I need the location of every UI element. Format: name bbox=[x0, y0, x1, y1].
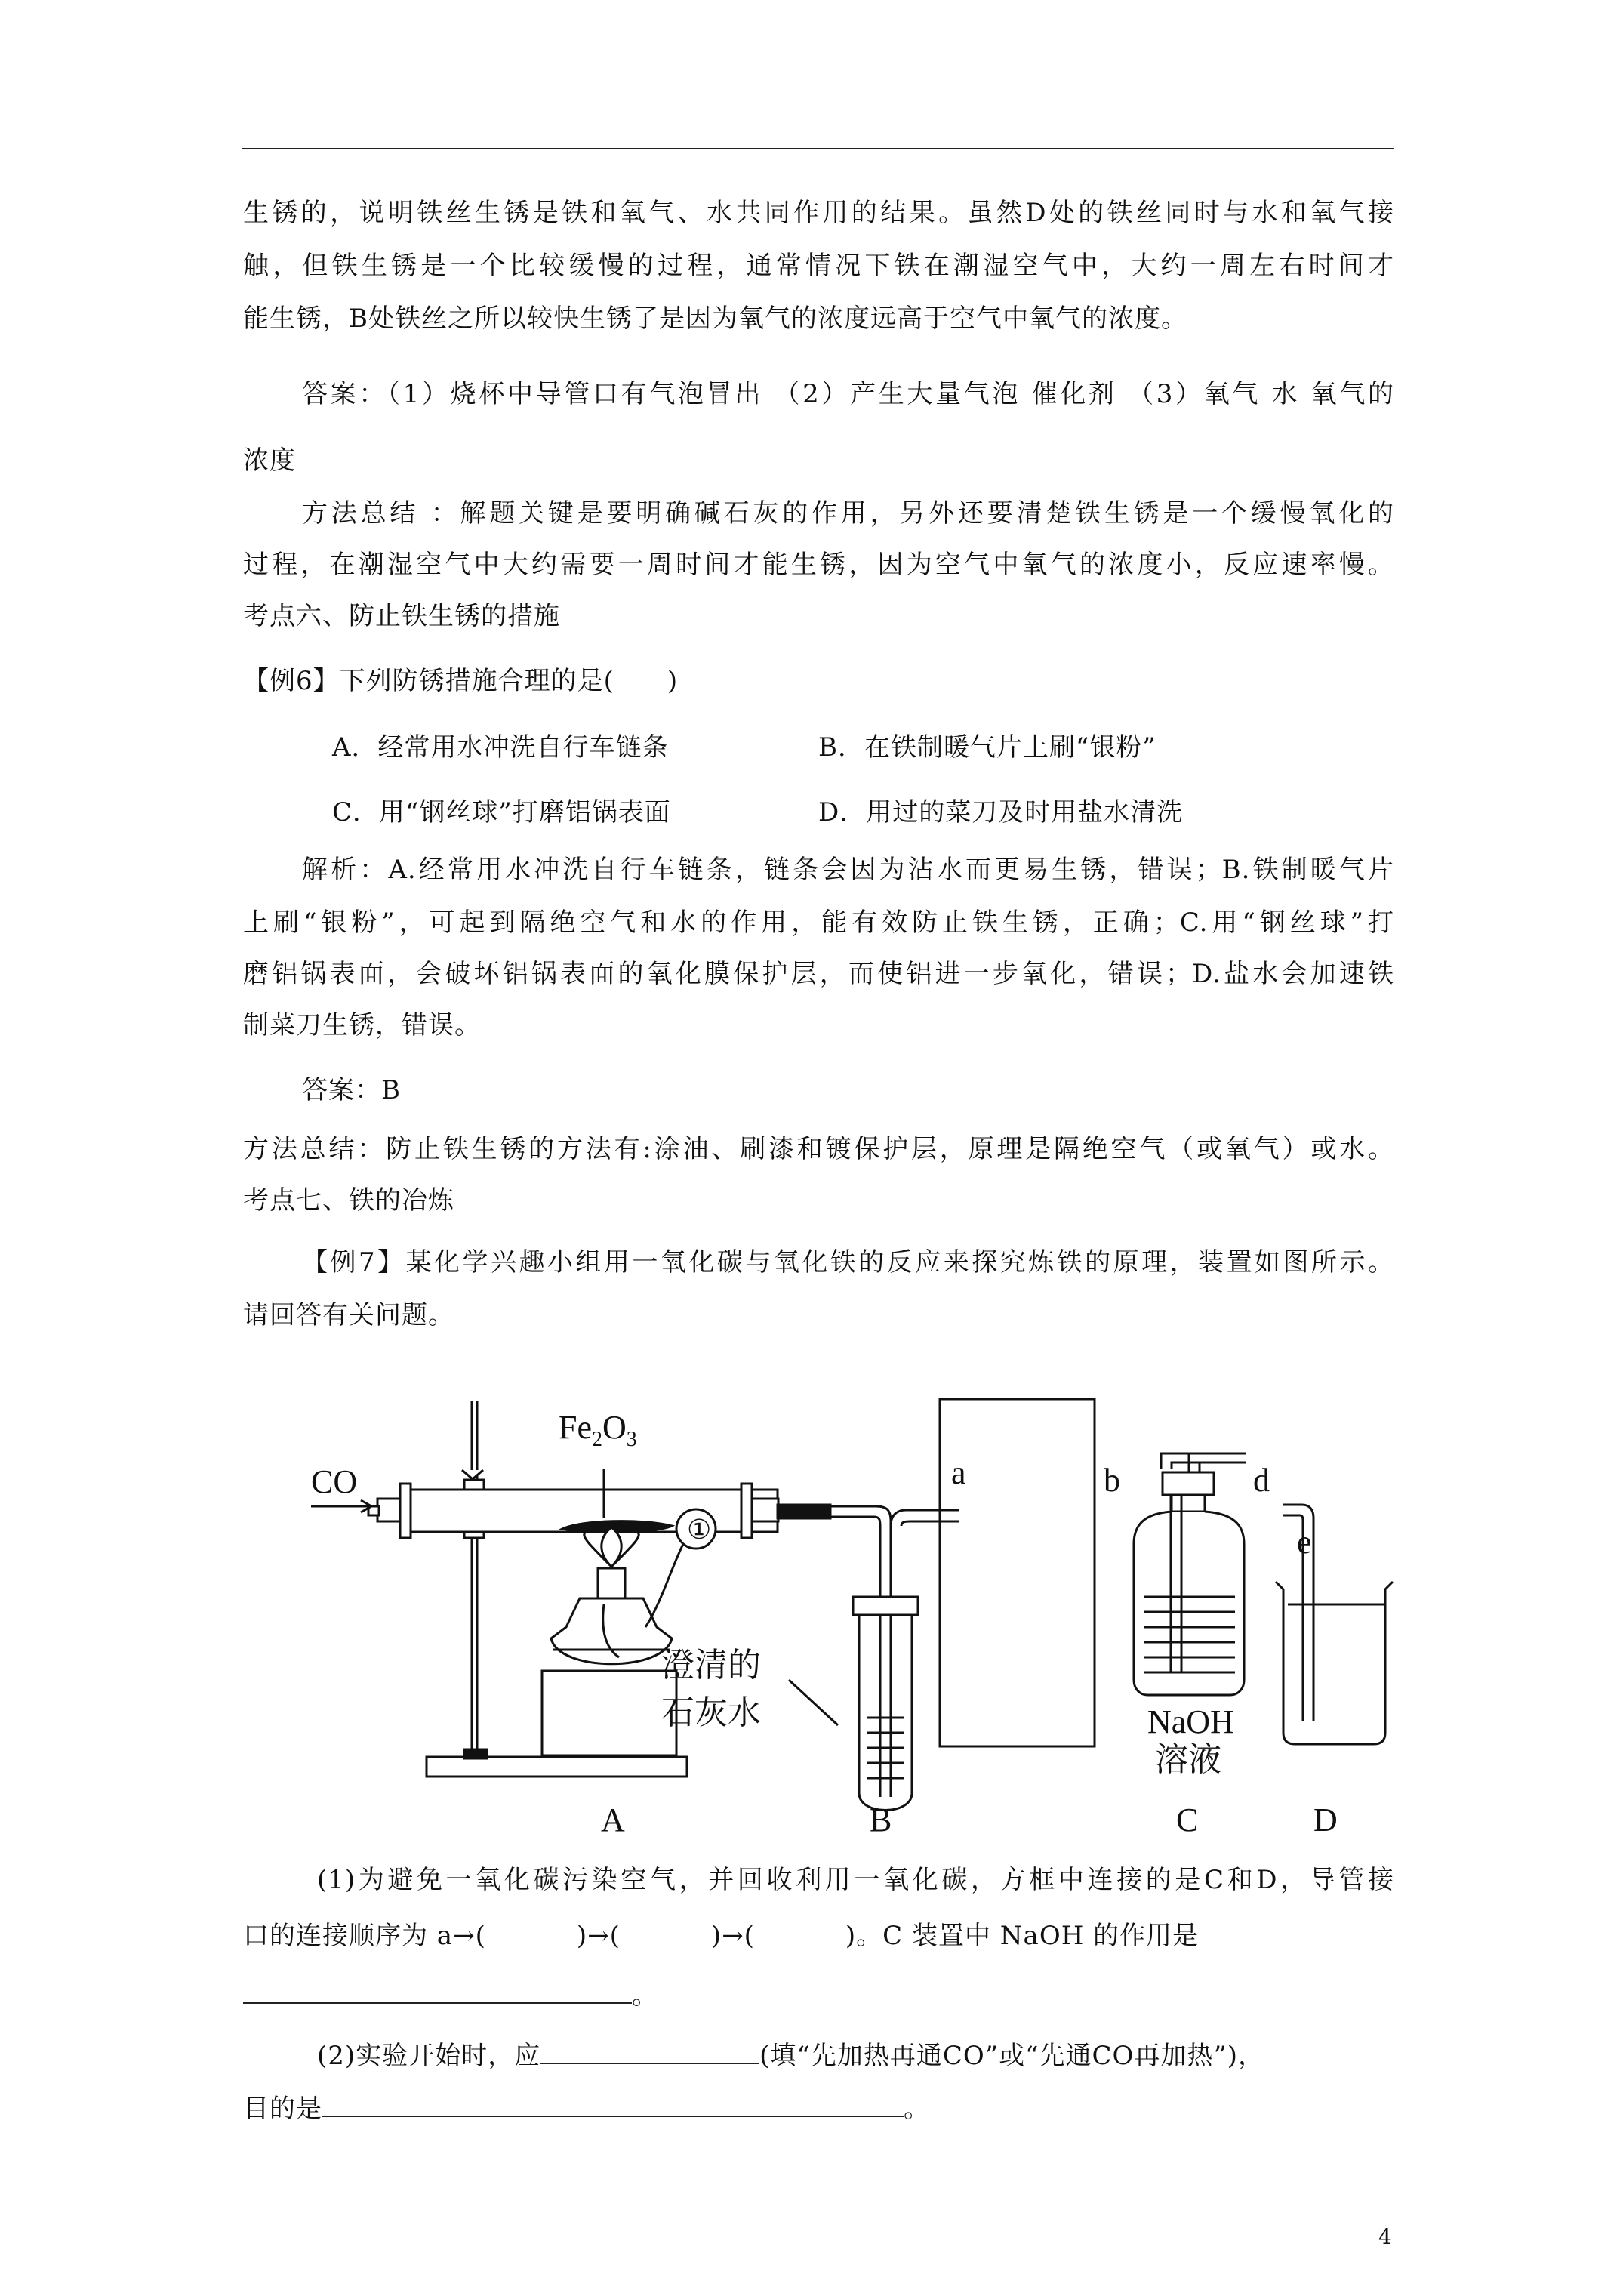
apparatus-c-label: C bbox=[1176, 1801, 1199, 1838]
tube-stopper-right bbox=[752, 1499, 778, 1521]
port-b-label: b bbox=[1104, 1462, 1120, 1499]
text-line: 触，但铁生锈是一个比较缓慢的过程，通常情况下铁在潮湿空气中，大约一周左右时间才 bbox=[243, 251, 1394, 281]
question-1-line: 。 bbox=[243, 1978, 658, 2011]
option-b: B．在铁制暖气片上刷“银粉” bbox=[818, 732, 1156, 763]
example-question: 【例6】下列防锈措施合理的是( ) bbox=[243, 666, 679, 696]
option-d: D．用过的菜刀及时用盐水清洗 bbox=[818, 797, 1184, 827]
text-line: 能生锈，B处铁丝之所以较快生锈了是因为氧气的浓度远高于空气中氧气的浓度。 bbox=[243, 304, 1187, 334]
stand-base bbox=[427, 1757, 687, 1777]
apparatus-d-label: D bbox=[1313, 1801, 1338, 1838]
option-a: A．经常用水冲洗自行车链条 bbox=[332, 732, 669, 763]
alcohol-lamp-wick bbox=[598, 1568, 625, 1598]
alcohol-lamp bbox=[551, 1598, 672, 1664]
answer-line: 答案：B bbox=[302, 1075, 401, 1105]
answer-line: 浓度 bbox=[243, 445, 296, 476]
answer-blank[interactable] bbox=[540, 2039, 759, 2064]
analysis-line: 解析：A.经常用水冲洗自行车链条，链条会因为沾水而更易生锈，错误；B.铁制暖气片 bbox=[302, 855, 1394, 885]
rubber-tube bbox=[778, 1505, 830, 1518]
answer-blank[interactable] bbox=[243, 1978, 632, 2004]
beaker bbox=[1276, 1582, 1393, 1744]
bottle-stopper bbox=[1163, 1472, 1214, 1495]
analysis-line: 制菜刀生锈，错误。 bbox=[243, 1010, 481, 1040]
apparatus-diagram bbox=[302, 1378, 1397, 1842]
clamp bbox=[462, 1470, 483, 1479]
port-a-label: a bbox=[951, 1454, 966, 1491]
question-2-line: 目的是 。 bbox=[243, 2091, 930, 2124]
port-e-label: e bbox=[1297, 1524, 1312, 1561]
method-summary-line: 方法总结：防止铁生锈的方法有:涂油、刷漆和镀保护层，原理是隔绝空气（或氧气）或水。 bbox=[243, 1134, 1394, 1164]
naoh-label-2: 溶液 bbox=[1155, 1741, 1221, 1778]
text-line: 生锈的，说明铁丝生锈是铁和氧气、水共同作用的结果。虽然D处的铁丝同时与水和氧气接 bbox=[243, 198, 1394, 228]
option-c: C．用“钢丝球”打磨铝锅表面 bbox=[332, 797, 671, 827]
analysis-line: 上刷“银粉”，可起到隔绝空气和水的作用，能有效防止铁生锈，正确；C.用“钢丝球”打 bbox=[243, 908, 1394, 938]
naoh-label-1: NaOH bbox=[1147, 1703, 1234, 1740]
co-label: CO bbox=[311, 1463, 358, 1500]
section-heading: 考点六、防止铁生锈的措施 bbox=[243, 601, 560, 631]
question-1-line: 口的连接顺序为 a→( )→( )→( )。C 装置中 NaOH 的作用是 bbox=[243, 1921, 1200, 1951]
limewater-label-2: 石灰水 bbox=[661, 1694, 761, 1731]
answer-blank[interactable] bbox=[322, 2091, 904, 2117]
example-question: 【例7】某化学兴趣小组用一氧化碳与氧化铁的反应来探究炼铁的原理，装置如图所示。 bbox=[302, 1247, 1394, 1277]
method-summary-line: 过程，在潮湿空气中大约需要一周时间才能生锈，因为空气中氧气的浓度小，反应速率慢。 bbox=[243, 550, 1394, 580]
apparatus-a-label: A bbox=[601, 1801, 625, 1838]
apparatus-b-label: B bbox=[870, 1801, 892, 1838]
example-question: 请回答有关问题。 bbox=[243, 1300, 454, 1330]
naoh-bottle bbox=[1134, 1512, 1244, 1695]
answer-line: 答案：（1）烧杯中导管口有气泡冒出 （2）产生大量气泡 催化剂 （3）氧气 水 氧气的 bbox=[302, 379, 1394, 409]
circle-1-label: ① bbox=[687, 1515, 712, 1545]
header-rule bbox=[242, 148, 1394, 149]
analysis-line: 磨铝锅表面，会破坏铝锅表面的氧化膜保护层，而使铝进一步氧化，错误；D.盐水会加速铁 bbox=[243, 959, 1394, 989]
stand-foot bbox=[464, 1749, 487, 1758]
question-2-line: (2)实验开始时，应 (填“先加热再通CO”或“先通CO再加热”)， bbox=[317, 2039, 1264, 2071]
fe2o3-label: $Fe_2O_3$ bbox=[559, 1409, 637, 1451]
connection-box bbox=[940, 1399, 1095, 1746]
question-1-line: (1)为避免一氧化碳污染空气，并回收利用一氧化碳，方框中连接的是C和D，导管接 bbox=[317, 1865, 1394, 1895]
test-tube-b bbox=[859, 1604, 912, 1811]
method-summary-line: 方法总结 ：解题关键是要明确碱石灰的作用，另外还要清楚铁生锈是一个缓慢氧化的 bbox=[302, 498, 1394, 529]
limewater-label-1: 澄清的 bbox=[661, 1647, 761, 1684]
section-heading: 考点七、铁的冶炼 bbox=[243, 1185, 454, 1216]
port-d-label: d bbox=[1253, 1462, 1270, 1499]
lamp-block bbox=[542, 1671, 676, 1755]
page-number: 4 bbox=[1378, 2224, 1392, 2249]
